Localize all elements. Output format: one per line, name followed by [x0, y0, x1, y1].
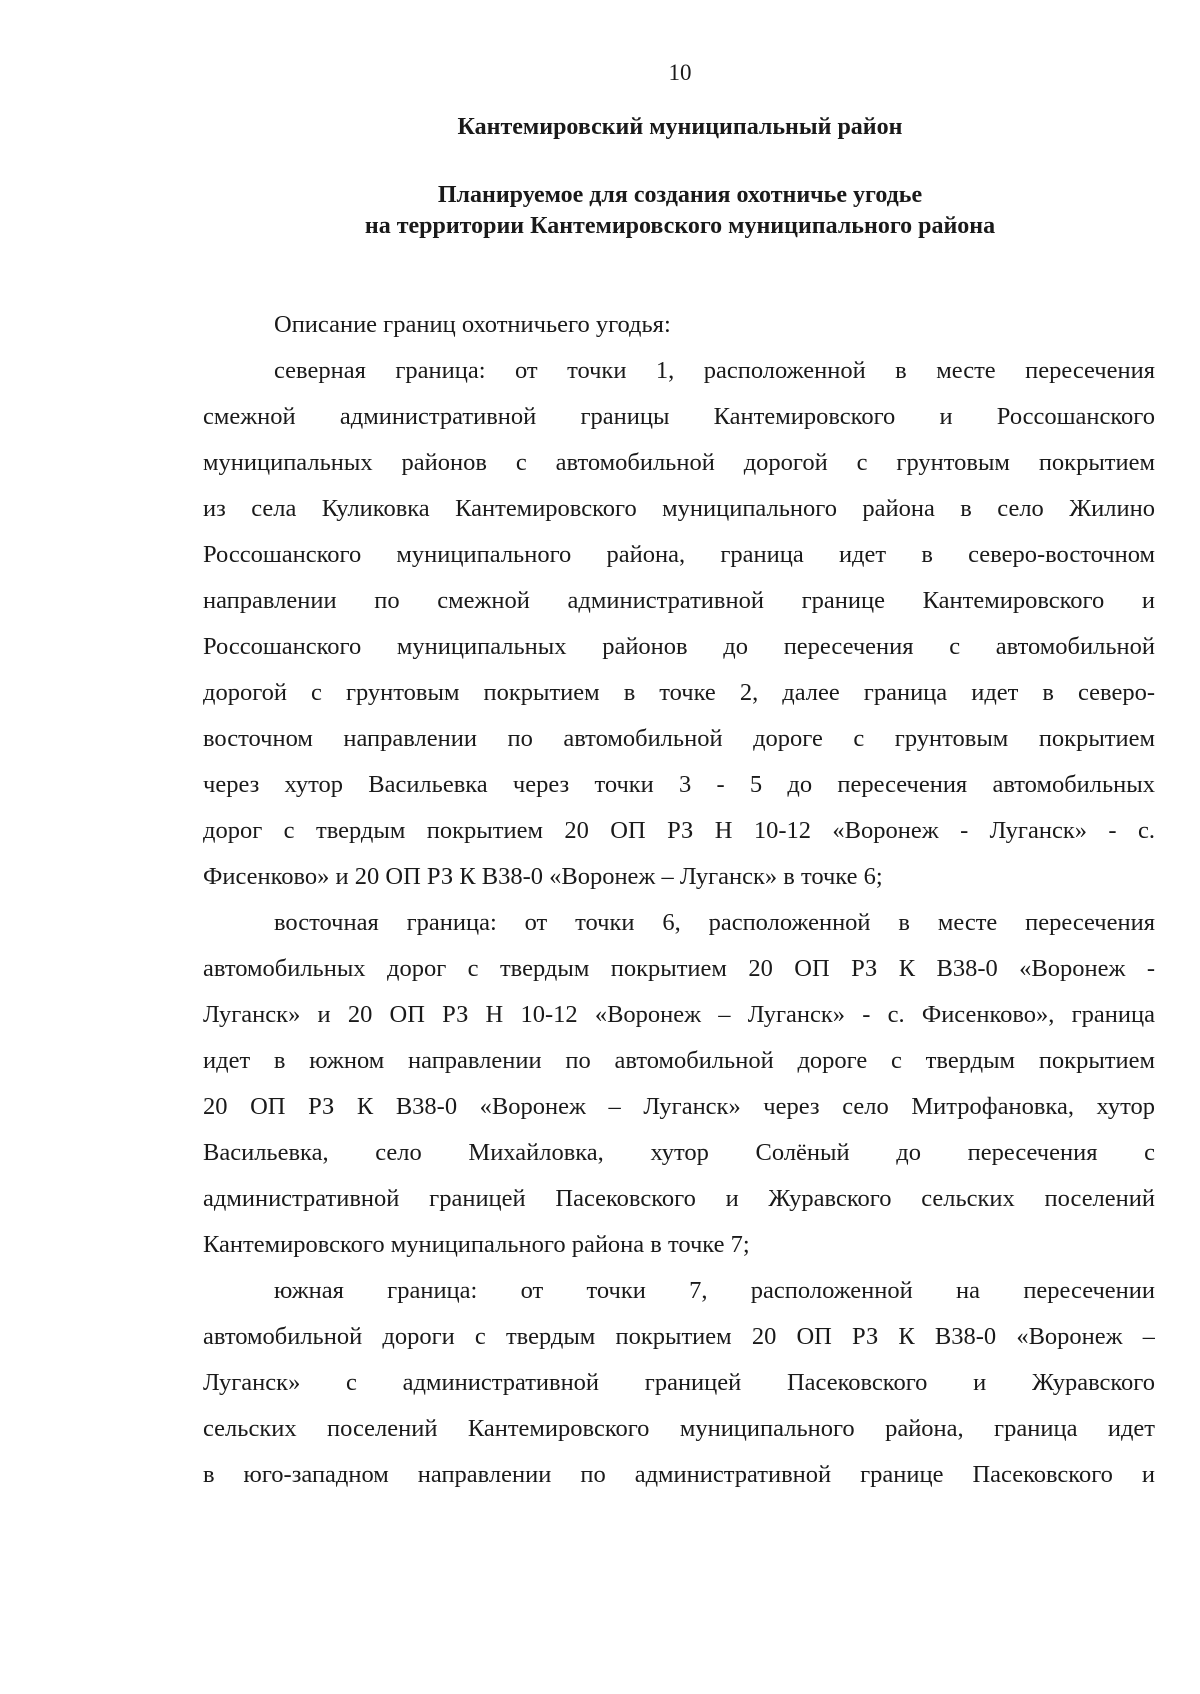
text-line: дорогой с грунтовым покрытием в точке 2, далее граница идет в северо- [203, 679, 1155, 706]
text-line: Васильевка, село Михайловка, хутор Солёный до пересечения с [203, 1139, 1155, 1166]
paragraph-eastern-boundary [203, 900, 1155, 1268]
text-line: дорог с твердым покрытием 20 ОП РЗ Н 10-12 «Воронеж - Луганск» - с. [203, 817, 1155, 844]
text-line: Луганск» с административной границей Пасековского и Журавского [203, 1369, 1155, 1396]
text-line: через хутор Васильевка через точки 3 - 5 до пересечения автомобильных [203, 771, 1155, 798]
paragraph-northern-boundary [203, 348, 1155, 900]
text-line: восточная граница: от точки 6, расположенной в месте пересечения [274, 909, 1155, 936]
text-line: в юго-западном направлении по административной границе Пасековского и [203, 1461, 1155, 1488]
text-line: восточном направлении по автомобильной дороге с грунтовым покрытием [203, 725, 1155, 752]
text-line: автомобильной дороги с твердым покрытием 20 ОП РЗ К В38-0 «Воронеж – [203, 1323, 1155, 1350]
text-line: сельских поселений Кантемировского муниципального района, граница идет [203, 1415, 1155, 1442]
text-line: административной границей Пасековского и Журавского сельских поселений [203, 1185, 1155, 1212]
paragraph-southern-boundary [203, 1268, 1155, 1498]
text-line: направлении по смежной административной границе Кантемировского и [203, 587, 1155, 614]
district-title: Кантемировский муниципальный район [457, 114, 903, 140]
plan-title-line-1: Планируемое для создания охотничье угодье [437, 182, 923, 208]
text-line: смежной административной границы Кантемировского и Россошанского [203, 403, 1155, 430]
text-line: Луганск» и 20 ОП РЗ Н 10-12 «Воронеж – Луганск» - с. Фисенково», граница [203, 1001, 1155, 1028]
text-line: муниципальных районов с автомобильной дорогой с грунтовым покрытием [203, 449, 1155, 476]
text-line: Кантемировского муниципального района в точке 7; [203, 1231, 750, 1258]
text-line: Фисенково» и 20 ОП РЗ К В38-0 «Воронеж – Луганск» в точке 6; [203, 863, 883, 890]
text-line: идет в южном направлении по автомобильной дороге с твердым покрытием [203, 1047, 1155, 1074]
plan-title [0, 180, 1200, 242]
text-line: Россошанского муниципальных районов до пересечения с автомобильной [203, 633, 1155, 660]
text-line: Описание границ охотничьего угодья: [274, 311, 671, 338]
text-line: Россошанского муниципального района, граница идет в северо-восточном [203, 541, 1155, 568]
plan-title-line-2: на территории Кантемировского муниципального района [364, 213, 996, 239]
text-line: северная граница: от точки 1, расположенной в месте пересечения [274, 357, 1155, 384]
paragraph-intro [203, 302, 1155, 348]
page-number: 10 [668, 60, 692, 85]
text-line: из села Куликовка Кантемировского муниципального района в село Жилино [203, 495, 1155, 522]
boundary-description [203, 302, 1155, 1498]
text-line: 20 ОП РЗ К В38-0 «Воронеж – Луганск» через село Митрофановка, хутор [203, 1093, 1155, 1120]
text-line: южная граница: от точки 7, расположенной на пересечении [274, 1277, 1155, 1304]
text-line: автомобильных дорог с твердым покрытием 20 ОП РЗ К В38-0 «Воронеж - [203, 955, 1155, 982]
